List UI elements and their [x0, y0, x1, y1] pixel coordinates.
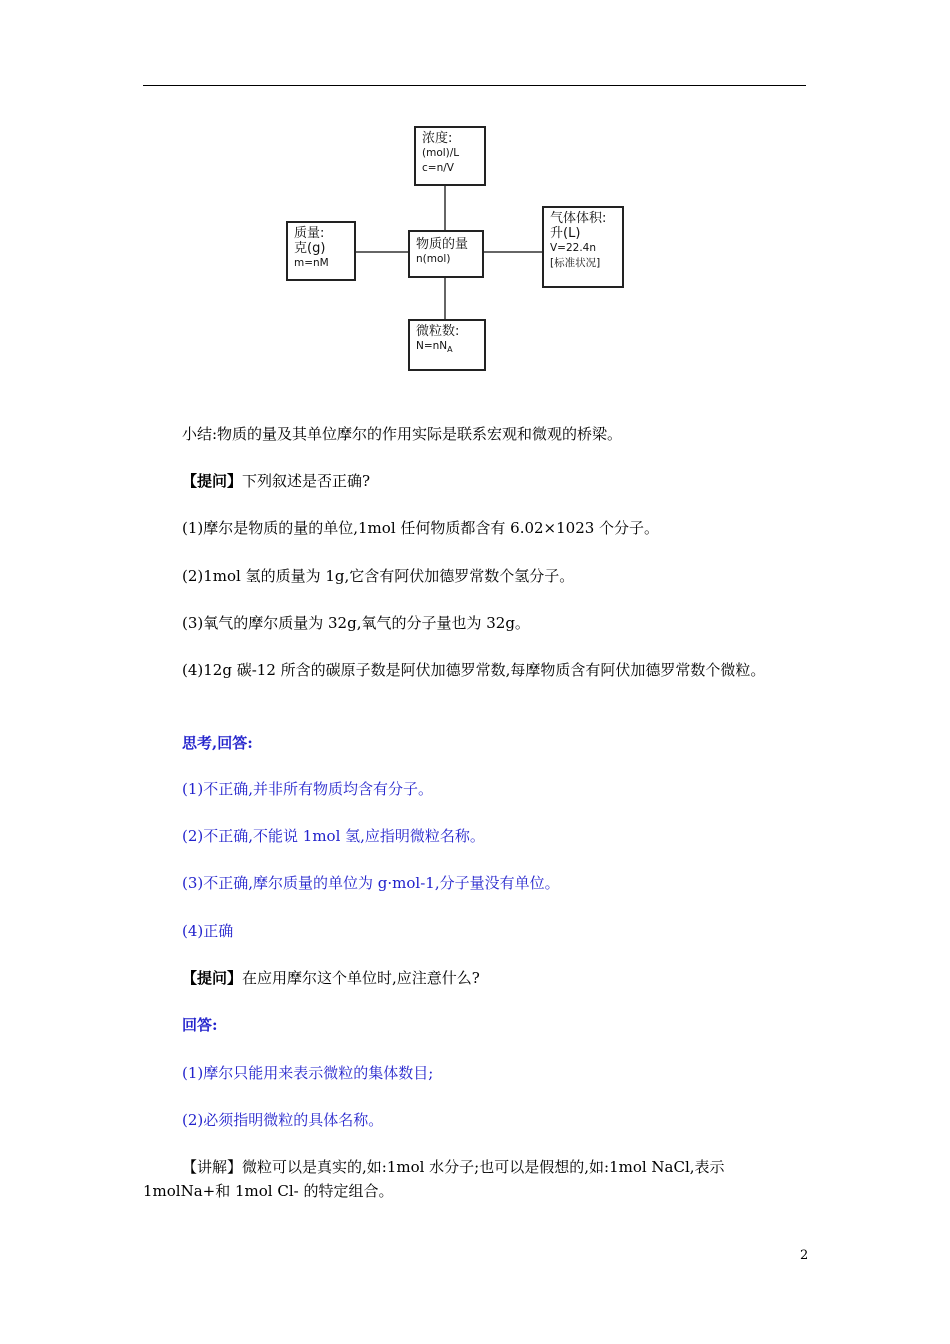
lecture-paragraph: 【讲解】微粒可以是真实的,如:1mol 水分子;也可以是假想的,如:1mol NaCl,表示 1molNa+和 1mol Cl- 的特定组合。 [143, 1158, 725, 1200]
gas-volume-unit: 升(L) [550, 226, 581, 241]
particle-number-box [408, 319, 486, 371]
statement-4: (4)12g 碳-12 所含的碳原子数是阿伏加德罗常数,每摩物质含有阿伏加德罗常数个微粒。 [182, 661, 766, 679]
concept-diagram [280, 122, 632, 374]
answer2-2: (2)必须指明微粒的具体名称。 [182, 1111, 384, 1129]
summary-paragraph: 小结:物质的量及其单位摩尔的作用实际是联系宏观和微观的桥梁。 [182, 425, 623, 443]
question-2-tag: 【提问】 [182, 969, 243, 987]
header-rule [143, 85, 806, 86]
question-1 [182, 469, 847, 493]
think-heading: 思考,回答: [182, 734, 253, 752]
question-2 [182, 966, 847, 990]
mass-formula: m=nM [294, 257, 329, 269]
answer-4: (4)正确 [182, 922, 234, 940]
particle-formula-main: N=nN [416, 340, 448, 352]
answer2-1: (1)摩尔只能用来表示微粒的集体数目; [182, 1064, 434, 1082]
mass-unit: 克(g) [294, 241, 326, 256]
statement-1: (1)摩尔是物质的量的单位,1mol 任何物质都含有 6.02×1023 个分子。 [182, 519, 660, 537]
page-number: 2 [800, 1248, 809, 1263]
gas-volume-formula: V=22.4n [550, 242, 597, 254]
particle-number-formula [416, 339, 478, 357]
amount-unit: n(mol) [416, 253, 451, 265]
particle-number-title: 微粒数: [416, 324, 460, 339]
amount-of-substance-box [408, 230, 484, 278]
answer-heading: 回答: [182, 1016, 218, 1034]
concentration-formula: c=n/V [422, 162, 454, 174]
gas-volume-condition: [标准状况] [550, 257, 601, 269]
answer-3: (3)不正确,摩尔质量的单位为 g·mol-1,分子量没有单位。 [182, 874, 560, 892]
amount-title: 物质的量 [416, 237, 469, 252]
question-1-text: 下列叙述是否正确? [242, 472, 371, 490]
mass-title: 质量: [294, 226, 325, 241]
question-2-text: 在应用摩尔这个单位时,应注意什么? [242, 969, 480, 987]
answer-1: (1)不正确,并非所有物质均含有分子。 [182, 780, 434, 798]
mass-box [286, 221, 356, 281]
concentration-title: 浓度: [422, 131, 453, 146]
particle-formula-subscript: A [447, 345, 453, 355]
statement-2: (2)1mol 氢的质量为 1g,它含有阿伏加德罗常数个氢分子。 [182, 567, 575, 585]
question-1-tag: 【提问】 [182, 472, 243, 490]
statement-3: (3)氧气的摩尔质量为 32g,氧气的分子量也为 32g。 [182, 614, 530, 632]
gas-volume-title: 气体体积: [550, 211, 607, 226]
concentration-unit: (mol)/L [422, 147, 460, 159]
answer-2: (2)不正确,不能说 1mol 氢,应指明微粒名称。 [182, 827, 485, 845]
gas-volume-box [542, 206, 624, 288]
concentration-box [414, 126, 486, 186]
